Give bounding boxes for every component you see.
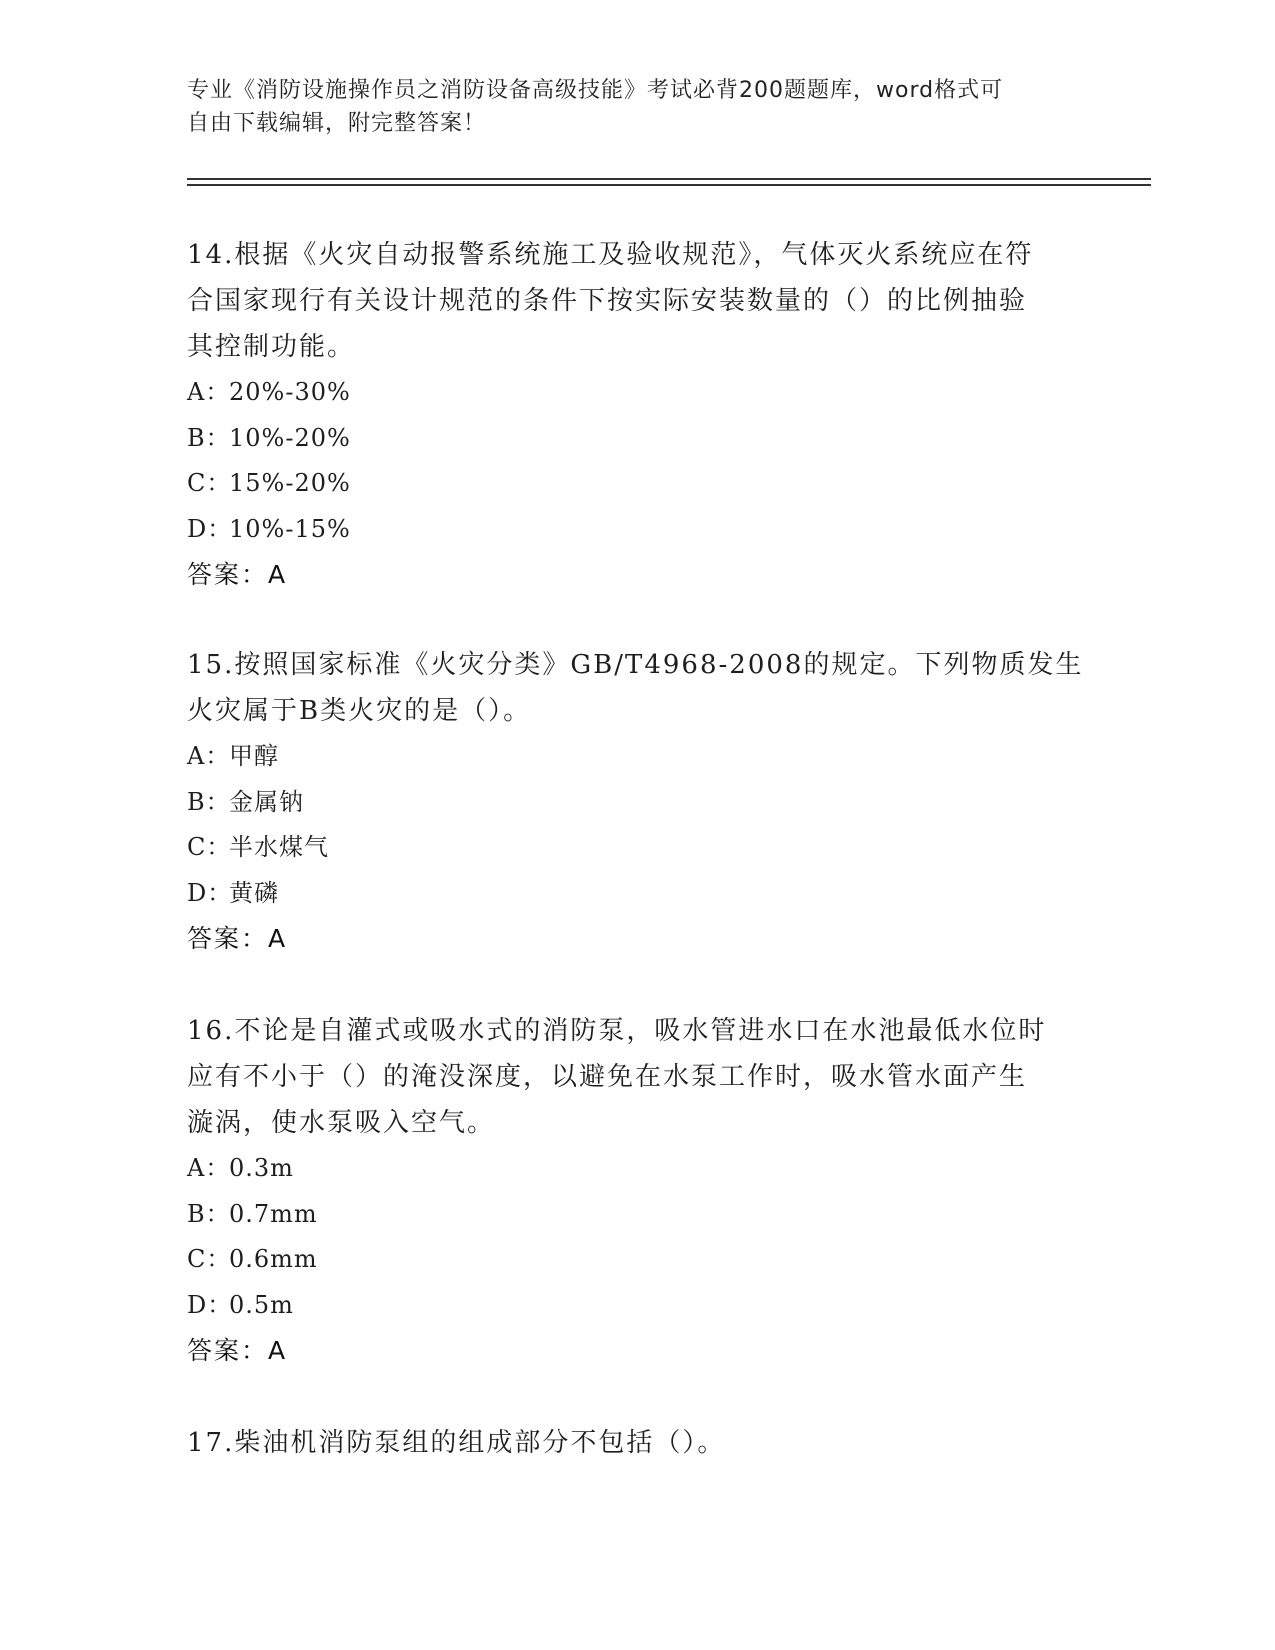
stem-line: 应有不小于（）的淹没深度，以避免在水泵工作时，吸水管水面产生 [187, 1062, 1028, 1092]
stem-line: 合国家现行有关设计规范的条件下按实际安装数量的（）的比例抽验 [187, 286, 1028, 316]
option-letter: B： [187, 423, 231, 452]
stem-line: 14.根据《火灾自动报警系统施工及验收规范》，气体灭火系统应在符 [187, 240, 1034, 270]
option-letter: C： [187, 833, 232, 861]
question-16 [187, 1008, 1087, 1374]
stem-line: 16.不论是自灌式或吸水式的消防泵，吸水管进水口在水池最低水位时 [187, 1016, 1047, 1046]
question-stem [187, 1008, 1087, 1146]
answer-line: 答案：A [187, 560, 288, 589]
stem-line: 17.柴油机消防泵组的组成部分不包括（）。 [187, 1428, 726, 1458]
option-c [187, 825, 1087, 871]
option-b [187, 780, 1087, 826]
option-letter: A： [187, 378, 231, 406]
option-text: 10%-15% [229, 514, 351, 543]
answer-line: 答案：A [187, 1336, 288, 1365]
option-letter: B： [187, 787, 231, 816]
header-line: 自由下载编辑，附完整答案！ [187, 111, 487, 136]
answer-line: 答案：A [187, 924, 288, 953]
option-b [187, 1192, 1087, 1238]
question-15 [187, 642, 1087, 962]
stem-line: 漩涡，使水泵吸入空气。 [187, 1108, 496, 1138]
stem-line: 火灾属于B类火灾的是（）。 [187, 696, 532, 726]
option-d [187, 1283, 1087, 1329]
option-text: 半水煤气 [229, 833, 329, 861]
option-text: 0.7mm [229, 1199, 318, 1228]
option-letter: C： [187, 1245, 232, 1273]
option-text: 20%-30% [229, 378, 351, 406]
header-divider [187, 184, 1151, 186]
option-text: 0.6mm [229, 1245, 318, 1273]
header-line: 专业《消防设施操作员之消防设备高级技能》考试必背200题题库，word格式可 [187, 78, 1004, 103]
document-header [187, 74, 1087, 140]
option-letter: D： [187, 878, 233, 907]
option-letter: B： [187, 1199, 231, 1228]
option-c [187, 1237, 1087, 1283]
option-letter: A： [187, 742, 231, 770]
question-stem [187, 1420, 1087, 1466]
option-b [187, 416, 1087, 462]
option-text: 15%-20% [229, 469, 351, 497]
option-text: 0.3m [229, 1154, 294, 1182]
option-text: 金属钠 [229, 787, 304, 816]
stem-line: 其控制功能。 [187, 332, 356, 362]
option-text: 甲醇 [229, 742, 279, 770]
question-17 [187, 1420, 1087, 1466]
option-letter: C： [187, 469, 232, 497]
option-a [187, 370, 1087, 416]
option-letter: D： [187, 1290, 233, 1319]
option-d [187, 507, 1087, 553]
header-divider [187, 178, 1151, 180]
option-text: 黄磷 [229, 878, 279, 907]
option-d [187, 871, 1087, 917]
option-c [187, 461, 1087, 507]
option-text: 0.5m [229, 1290, 294, 1319]
question-stem [187, 232, 1087, 370]
question-stem [187, 642, 1087, 734]
question-14 [187, 232, 1087, 598]
option-letter: D： [187, 514, 233, 543]
option-a [187, 734, 1087, 780]
option-letter: A： [187, 1154, 231, 1182]
option-a [187, 1146, 1087, 1192]
stem-line: 15.按照国家标准《火灾分类》GB/T4968-2008的规定。下列物质发生 [187, 650, 1084, 680]
option-text: 10%-20% [229, 423, 351, 452]
